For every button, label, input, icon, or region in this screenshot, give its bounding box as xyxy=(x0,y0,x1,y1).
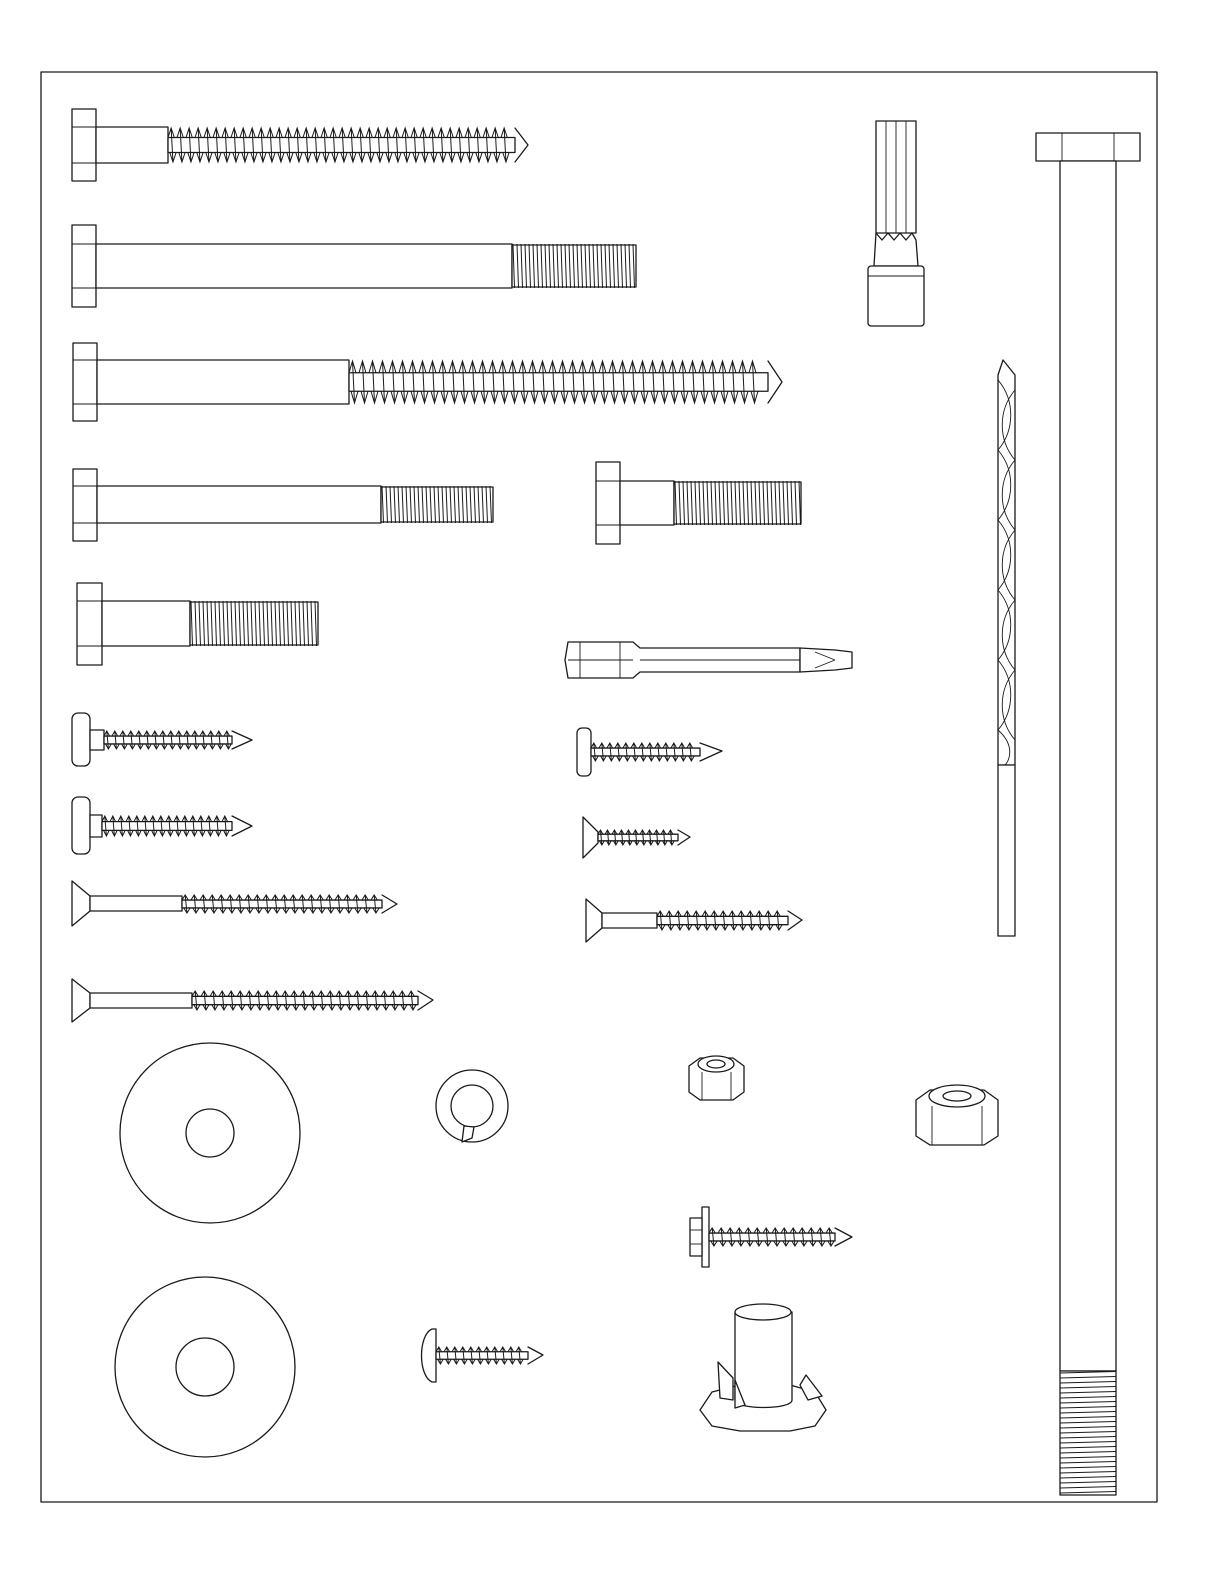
machine-thread xyxy=(674,481,801,525)
hex-bolt-a xyxy=(72,225,636,307)
pan-head-screw-b xyxy=(72,797,252,854)
thread xyxy=(657,911,788,930)
hex-bolt-b xyxy=(73,469,493,541)
large-lock-nut xyxy=(916,1085,998,1145)
thread xyxy=(102,816,232,836)
thread xyxy=(598,830,678,845)
thread xyxy=(709,1228,835,1246)
drill-bit xyxy=(998,360,1015,936)
machine-thread xyxy=(512,244,636,288)
truss-head-screw xyxy=(422,1329,544,1382)
flat-head-screw-d xyxy=(586,899,802,942)
square-driver-bit xyxy=(565,642,852,678)
hex-lag-screw-b xyxy=(73,343,782,421)
thread xyxy=(591,743,700,761)
machine-thread xyxy=(1060,1371,1116,1495)
thread xyxy=(192,991,418,1010)
flat-head-screw-c xyxy=(583,817,690,858)
hex-bolt-c xyxy=(596,462,801,544)
fender-washer xyxy=(115,1277,295,1457)
thread xyxy=(349,361,768,403)
flat-head-screw-a xyxy=(72,881,397,926)
long-hex-bolt xyxy=(1036,133,1140,1495)
hex-lag-screw-a xyxy=(72,109,528,181)
machine-thread xyxy=(190,601,318,646)
pan-head-screw-a xyxy=(72,713,252,766)
machine-thread xyxy=(381,486,493,523)
socket-driver-bit xyxy=(868,121,924,326)
tee-nut xyxy=(700,1304,826,1431)
hex-bolt-d xyxy=(77,583,318,665)
flat-head-screw-b xyxy=(72,979,433,1022)
large-flat-washer xyxy=(120,1043,300,1223)
split-lock-washer xyxy=(436,1070,508,1142)
pan-head-screw-c xyxy=(577,728,722,776)
thread xyxy=(168,128,515,162)
thread xyxy=(182,895,382,913)
small-lock-nut xyxy=(689,1056,744,1100)
thread xyxy=(104,731,232,749)
hex-washer-head-screw xyxy=(690,1207,852,1267)
thread xyxy=(436,1347,528,1364)
